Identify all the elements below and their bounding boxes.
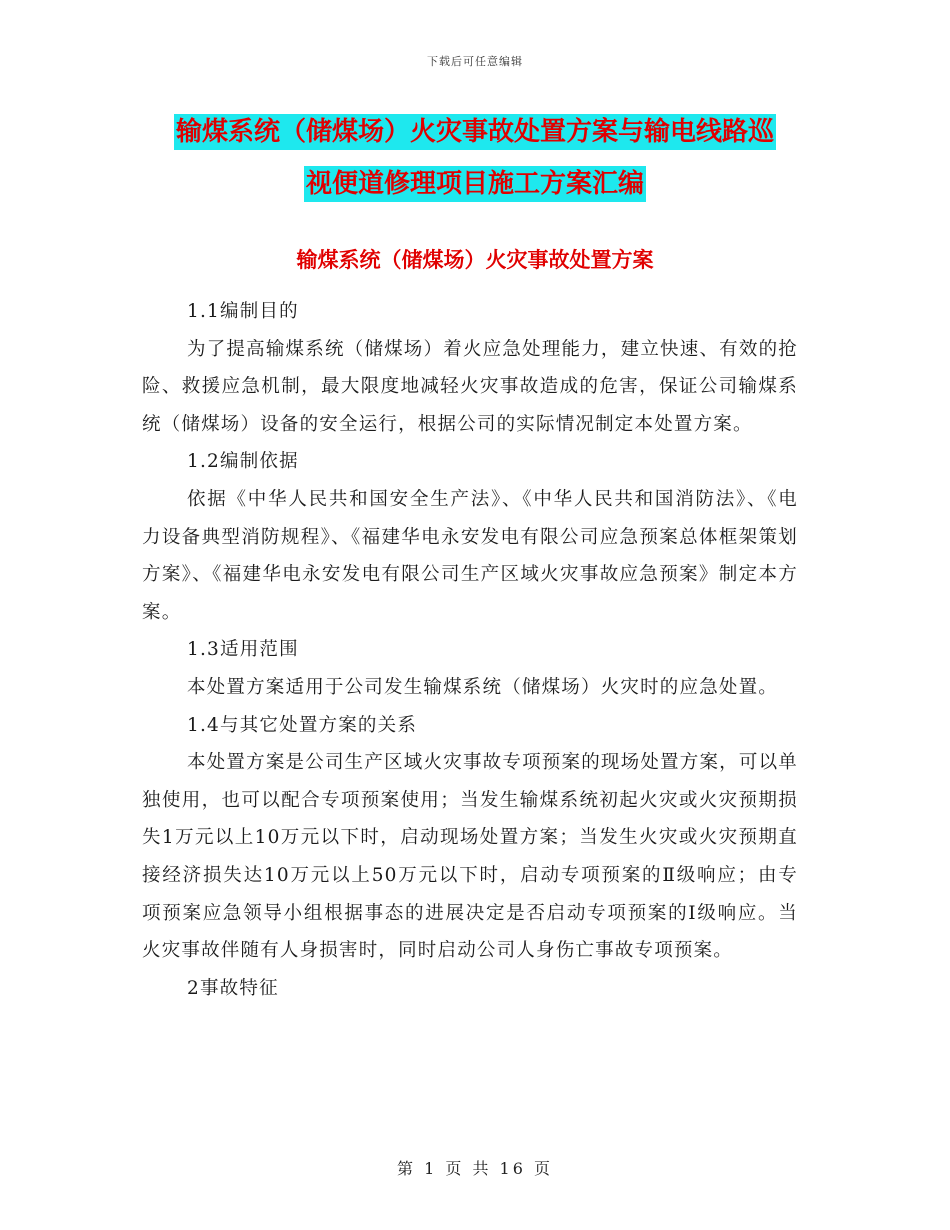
title-line-1: 输煤系统（储煤场）火灾事故处置方案与输电线路巡 — [174, 114, 776, 150]
heading-1-2: 1.2编制依据 — [187, 451, 299, 473]
paragraph-scope: 本处置方案适用于公司发生输煤系统（储煤场）火灾时的应急处置。 — [187, 676, 779, 698]
heading-1-4: 1.4与其它处置方案的关系 — [187, 714, 418, 736]
document-body — [142, 293, 798, 1007]
section-title: 输煤系统（储煤场）火灾事故处置方案 — [296, 248, 654, 272]
paragraph-basis: 依据《中华人民共和国安全生产法》、《中华人民共和国消防法》、《电力设备典型消防规程》、《福建华电永安发电有限公司应急预案总体框架策划方案》、《福建华电永安发电有限公司生产区域火灾事故应急预案》制定本方案。 — [142, 488, 798, 623]
paragraph-purpose: 为了提高输煤系统（储煤场）着火应急处理能力，建立快速、有效的抢险、救援应急机制，最大限度地减轻火灾事故造成的危害，保证公司输煤系统（储煤场）设备的安全运行，根据公司的实际情况制定本处置方案。 — [142, 338, 798, 435]
heading-1-3: 1.3适用范围 — [187, 639, 299, 661]
paragraph-relations: 本处置方案是公司生产区域火灾事故专项预案的现场处置方案，可以单独使用，也可以配合专项预案使用；当发生输煤系统初起火灾或火灾预期损失1万元以上10万元以下时，启动现场处置方案；当发生火灾或火灾预期直接经济损失达10万元以上50万元以下时，启动专项预案的Ⅱ级响应；由专项预案应急领导小组根据事态的进展决定是否启动专项预案的Ⅰ级响应。当火灾事故伴随有人身损害时，同时启动公司人身伤亡事故专项预案。 — [142, 752, 798, 962]
heading-2: 2事故特征 — [187, 977, 279, 999]
document-title — [0, 106, 950, 210]
header-note: 下载后可任意编辑 — [427, 55, 523, 68]
title-line-2: 视便道修理项目施工方案汇编 — [304, 166, 646, 202]
heading-1-1: 1.1编制目的 — [187, 301, 299, 322]
page-footer: 第 1 页 共 16 页 — [397, 1159, 553, 1178]
